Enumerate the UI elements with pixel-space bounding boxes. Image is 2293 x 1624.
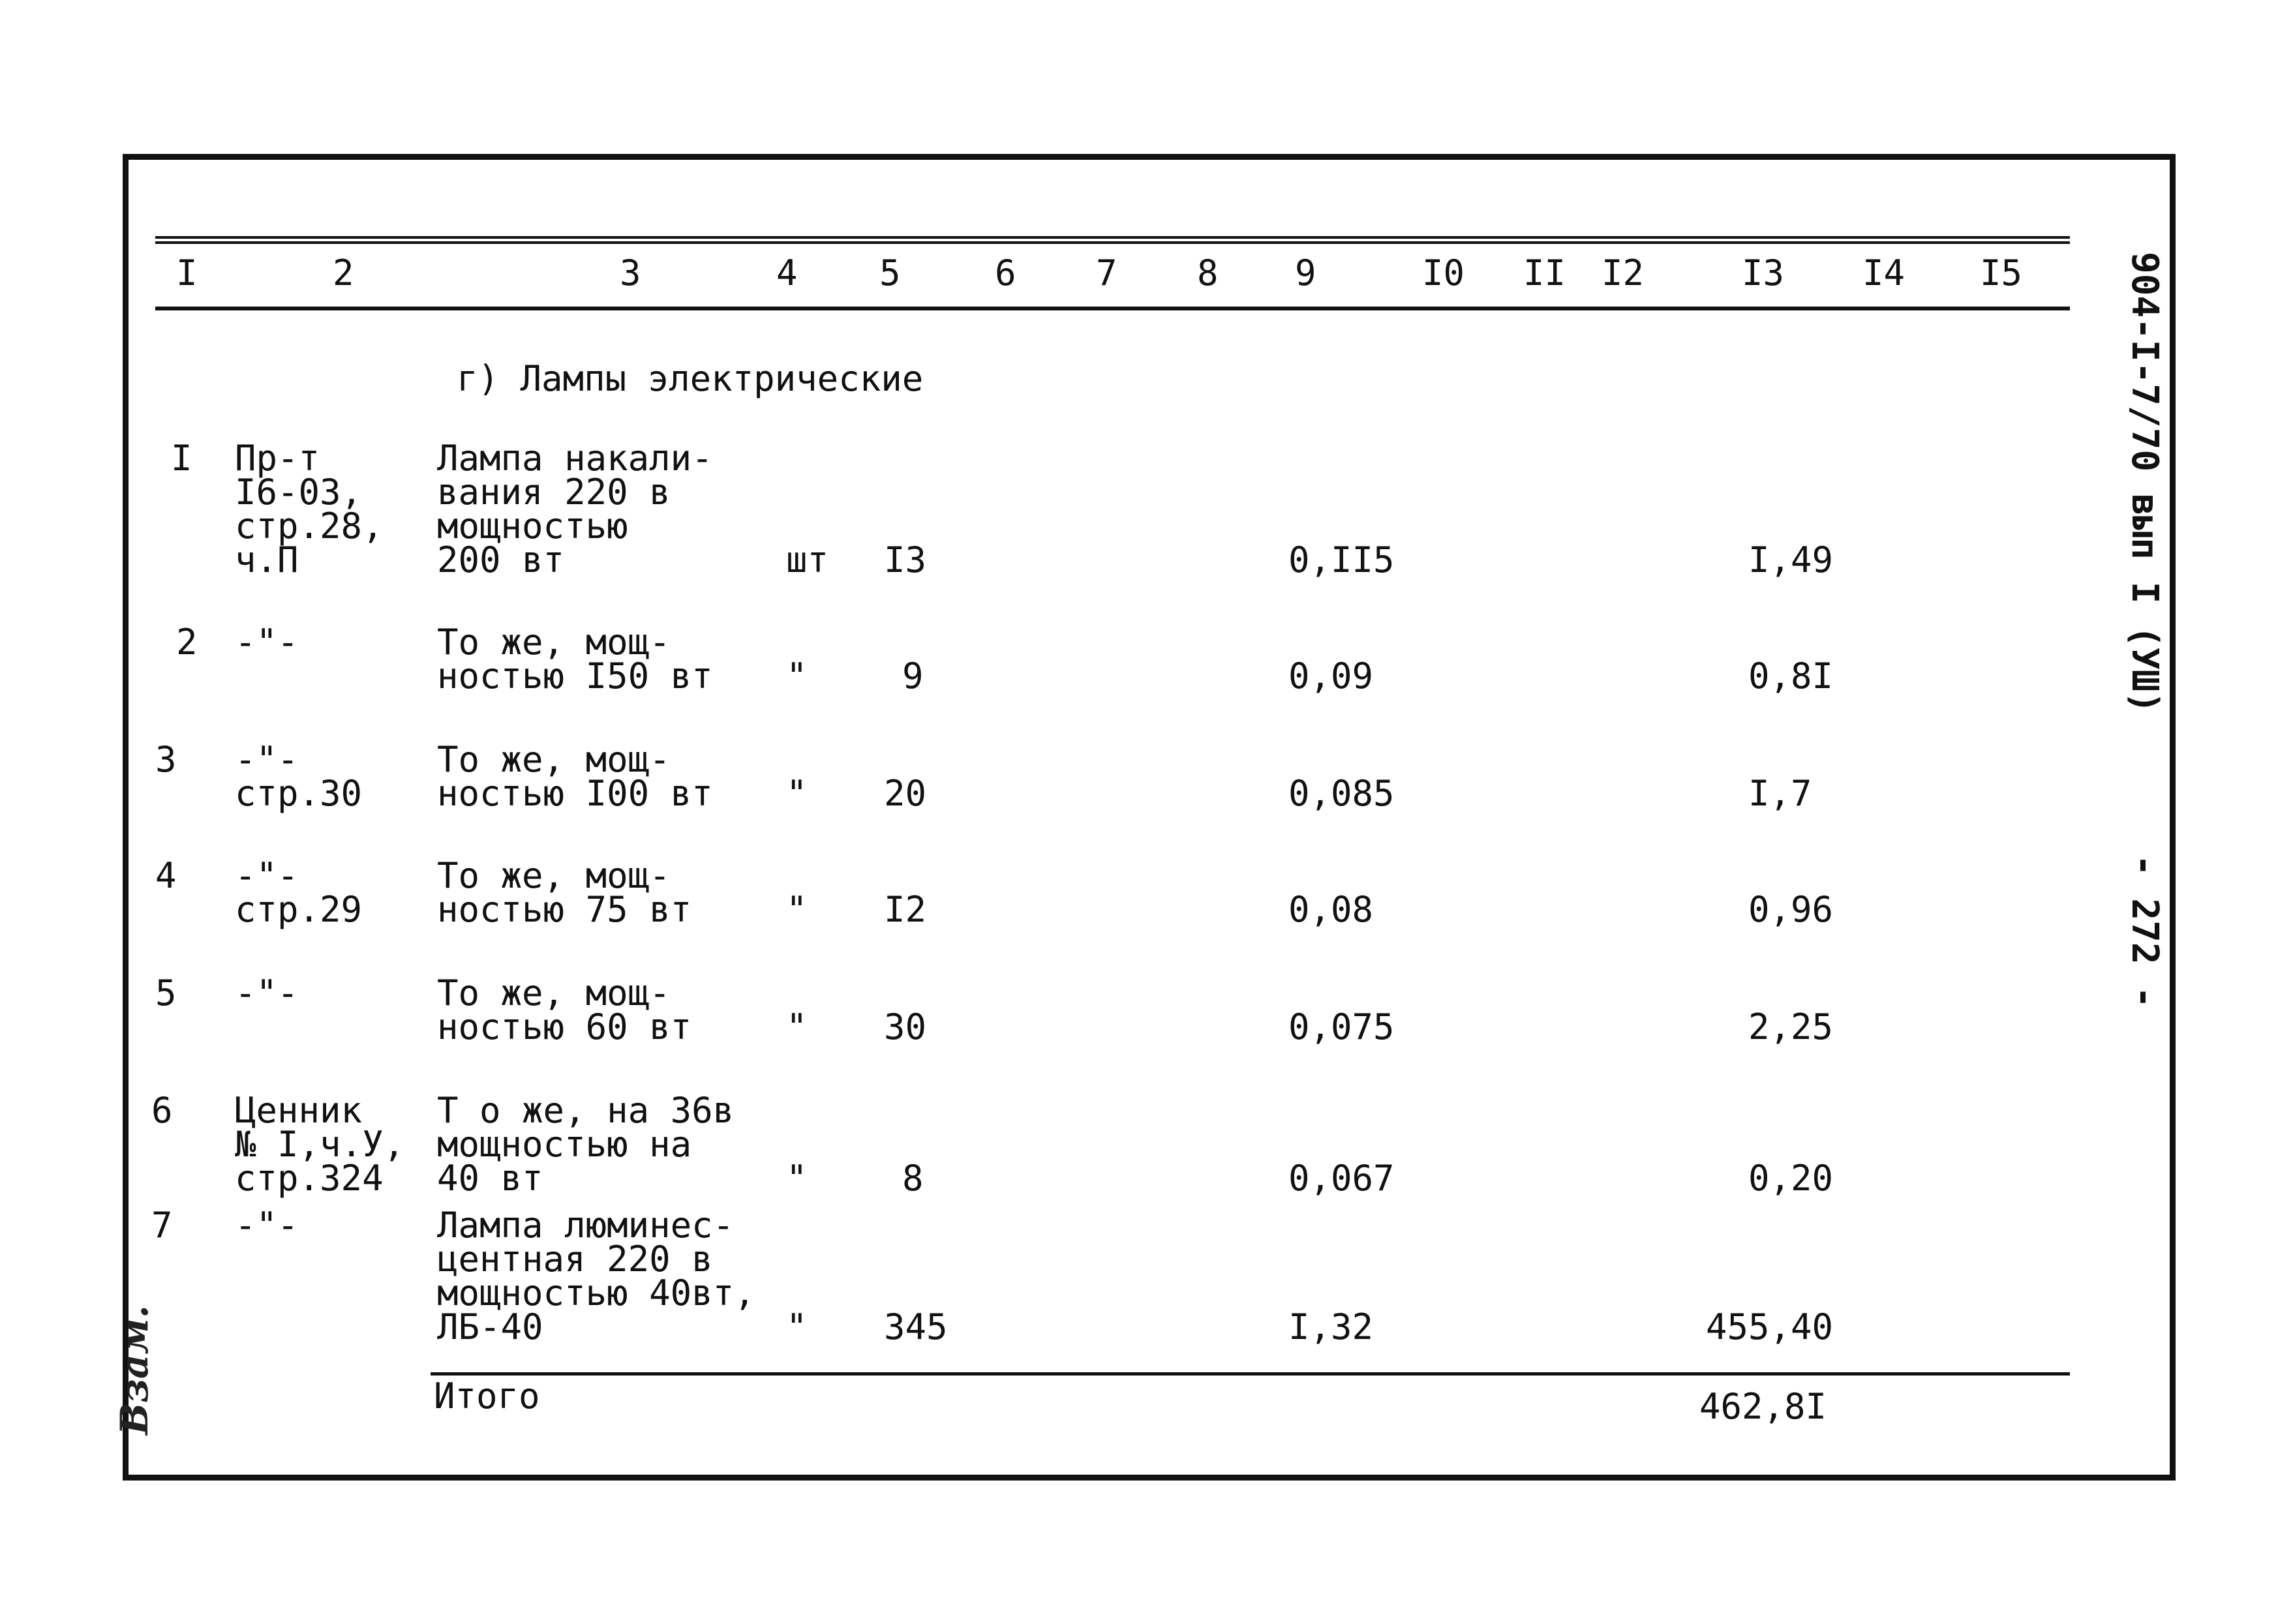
row-quantity: 8: [902, 1158, 924, 1199]
row-reference-line: № I,ч.У,: [235, 1124, 405, 1165]
column-header-11: II: [1523, 252, 1566, 293]
row-number: 4: [155, 855, 177, 896]
row-reference-line: I6-03,: [235, 472, 363, 513]
row-unit-price: 0,08: [1288, 889, 1374, 930]
row-reference-line: стр.29: [235, 889, 363, 930]
row-unit: ": [786, 773, 808, 814]
column-header-7: 7: [1096, 252, 1117, 293]
row-name-line: мощностью на: [437, 1124, 692, 1165]
row-reference-line: стр.324: [235, 1158, 384, 1199]
column-header-15: I5: [1980, 252, 2023, 293]
row-quantity: I2: [884, 889, 927, 930]
row-reference-line: Пр-т: [235, 438, 320, 479]
row-quantity: 20: [884, 773, 927, 814]
column-header-8: 8: [1197, 252, 1219, 293]
row-unit: ": [786, 889, 808, 930]
row-total: I,7: [1748, 773, 1812, 814]
row-reference-line: -"-: [235, 622, 299, 663]
row-number: 7: [151, 1205, 173, 1246]
row-quantity: I3: [884, 539, 927, 580]
row-total: 0,20: [1748, 1158, 1834, 1199]
row-name-line: ностью 60 вт: [437, 1006, 692, 1047]
row-reference-line: стр.30: [235, 773, 363, 814]
header-bottom-rule: [155, 307, 2070, 310]
row-unit: ": [786, 1006, 808, 1047]
row-reference-line: -"-: [235, 739, 299, 780]
column-header-2: 2: [333, 252, 354, 293]
row-number: I: [171, 438, 192, 479]
row-reference-line: -"-: [235, 972, 299, 1014]
row-name-line: центная 220 в: [437, 1239, 713, 1280]
row-total: 455,40: [1706, 1306, 1834, 1347]
column-header-1: I: [176, 252, 198, 293]
column-header-5: 5: [879, 252, 901, 293]
column-header-6: 6: [995, 252, 1016, 293]
row-number: 3: [155, 739, 177, 780]
row-name-line: ностью I50 вт: [437, 655, 713, 697]
column-header-10: I0: [1422, 252, 1465, 293]
row-number: 2: [176, 622, 198, 663]
row-unit: ": [786, 1306, 808, 1347]
row-reference-line: стр.28,: [235, 505, 384, 547]
row-unit-price: I,32: [1288, 1306, 1374, 1347]
row-name-line: ностью I00 вт: [437, 773, 713, 814]
row-unit-price: 0,II5: [1288, 539, 1395, 580]
row-unit: ": [786, 1158, 808, 1199]
row-reference-line: Ценник: [235, 1090, 363, 1131]
handwritten-stamp: Взам.: [112, 1305, 157, 1435]
total-label: Итого: [434, 1376, 540, 1417]
row-total: I,49: [1748, 539, 1834, 580]
row-unit: ": [786, 655, 808, 697]
column-header-4: 4: [776, 252, 798, 293]
row-unit: шт: [786, 539, 829, 580]
row-unit-price: 0,085: [1288, 773, 1395, 814]
column-header-12: I2: [1602, 252, 1645, 293]
row-name-line: То же, мощ-: [437, 972, 671, 1014]
row-total: 0,8I: [1748, 655, 1834, 697]
row-unit-price: 0,09: [1288, 655, 1374, 697]
page-frame: [123, 154, 2176, 1481]
page-number: - 272 -: [2123, 854, 2166, 1009]
row-name-line: Лампа люминес-: [437, 1205, 735, 1246]
column-header-14: I4: [1862, 252, 1906, 293]
row-name-line: 200 вт: [437, 539, 565, 580]
row-name-line: Лампа накали-: [437, 438, 713, 479]
row-name-line: То же, мощ-: [437, 739, 671, 780]
total-rule: [431, 1372, 2070, 1376]
row-name-line: То же, мощ-: [437, 855, 671, 896]
row-name-line: ЛБ-40: [437, 1306, 543, 1347]
row-name-line: мощностью 40вт,: [437, 1272, 755, 1314]
row-reference-line: ч.П: [235, 539, 299, 580]
row-name-line: мощностью: [437, 505, 628, 547]
total-value: 462,8I: [1699, 1386, 1827, 1427]
row-quantity: 345: [884, 1306, 948, 1347]
row-reference-line: -"-: [235, 855, 299, 896]
column-header-13: I3: [1742, 252, 1785, 293]
row-total: 2,25: [1748, 1006, 1834, 1047]
row-quantity: 30: [884, 1006, 927, 1047]
row-name-line: Т о же, на 36в: [437, 1090, 735, 1131]
document-code: 904-I-7/70 вып I (УШ): [2123, 252, 2166, 714]
row-unit-price: 0,067: [1288, 1158, 1395, 1199]
row-name-line: 40 вт: [437, 1158, 543, 1199]
row-name-line: ностью 75 вт: [437, 889, 692, 930]
row-quantity: 9: [902, 655, 924, 697]
row-total: 0,96: [1748, 889, 1834, 930]
column-header-9: 9: [1295, 252, 1316, 293]
row-name-line: вания 220 в: [437, 472, 671, 513]
row-number: 6: [151, 1090, 173, 1131]
section-title: г) Лампы электрические: [457, 358, 924, 399]
row-reference-line: -"-: [235, 1205, 299, 1246]
row-number: 5: [155, 972, 177, 1014]
row-name-line: То же, мощ-: [437, 622, 671, 663]
row-unit-price: 0,075: [1288, 1006, 1395, 1047]
column-header-3: 3: [620, 252, 641, 293]
header-top-rule: [155, 236, 2070, 244]
